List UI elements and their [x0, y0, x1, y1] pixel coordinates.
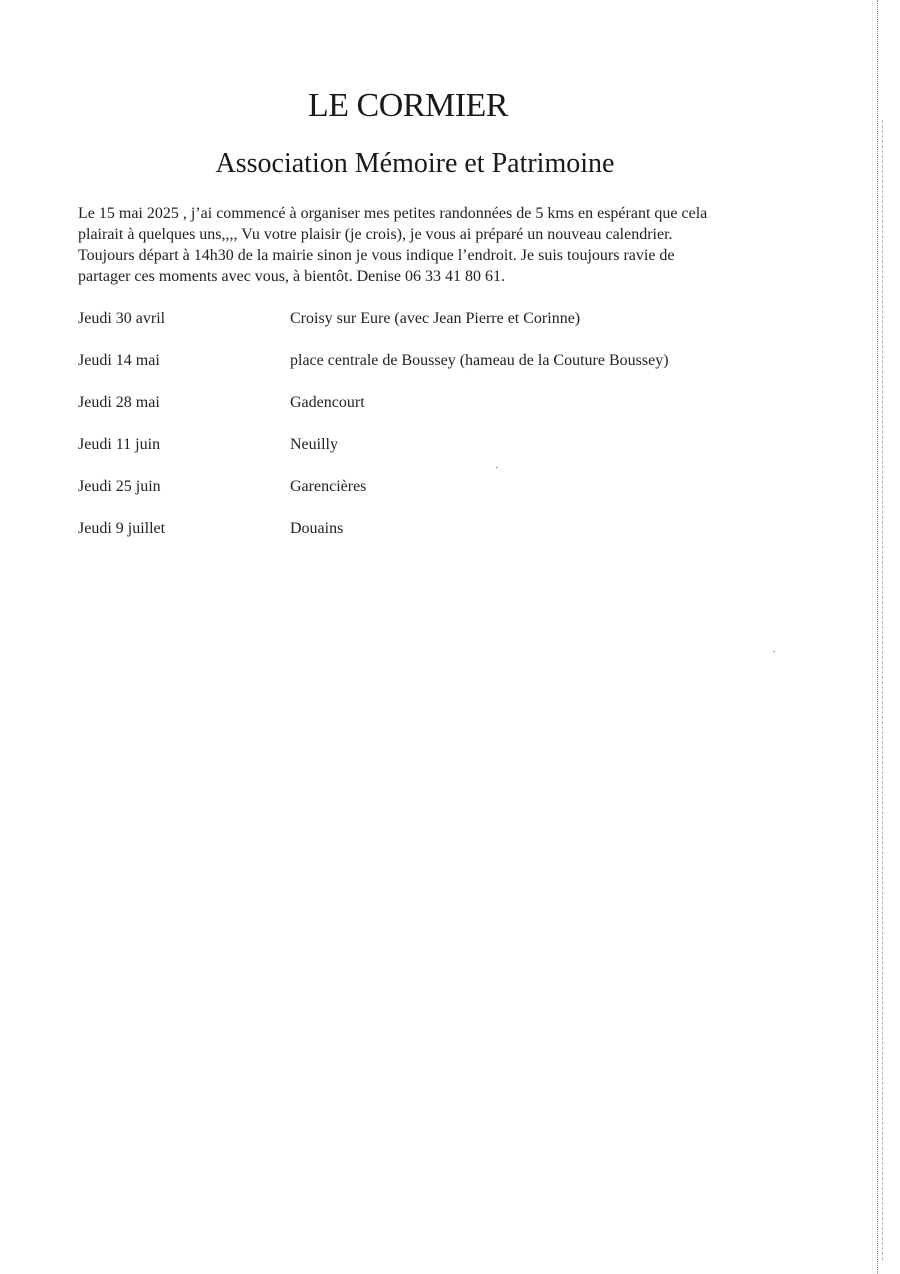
schedule-row	[78, 307, 778, 349]
schedule-place: Garencières	[290, 478, 367, 495]
schedule-place: Croisy sur Eure (avec Jean Pierre et Corinne)	[290, 310, 581, 327]
schedule-place: Gadencourt	[290, 394, 365, 411]
schedule-place: Douains	[290, 520, 344, 537]
schedule-date: Jeudi 9 juillet	[78, 520, 166, 537]
schedule-place: place centrale de Boussey (hameau de la Couture Boussey)	[290, 352, 669, 369]
page-edge-line-secondary	[882, 120, 883, 1260]
schedule-row	[78, 433, 778, 475]
intro-line: Toujours départ à 14h30 de la mairie sinon je vous indique l’endroit. Je suis toujours ravie de	[78, 247, 675, 264]
walk-schedule-list	[78, 307, 778, 559]
intro-line: plairait à quelques uns,,,, Vu votre plaisir (je crois), je vous ai préparé un nouveau calendrier.	[78, 226, 673, 243]
schedule-row	[78, 475, 778, 517]
schedule-row	[78, 391, 778, 433]
schedule-place: Neuilly	[290, 436, 338, 453]
schedule-date: Jeudi 30 avril	[78, 310, 166, 327]
page-edge-line	[877, 0, 878, 1274]
schedule-date: Jeudi 25 juin	[78, 478, 161, 495]
scan-speck	[773, 651, 775, 652]
schedule-date: Jeudi 14 mai	[78, 352, 160, 369]
page-title: LE CORMIER	[308, 87, 508, 124]
schedule-row	[78, 349, 778, 391]
intro-line: partager ces moments avec vous, à bientôt. Denise 06 33 41 80 61.	[78, 268, 505, 285]
intro-paragraph	[78, 203, 798, 287]
schedule-date: Jeudi 28 mai	[78, 394, 160, 411]
schedule-row	[78, 517, 778, 559]
schedule-date: Jeudi 11 juin	[78, 436, 161, 453]
page-subtitle: Association Mémoire et Patrimoine	[215, 148, 615, 179]
intro-line: Le 15 mai 2025 , j’ai commencé à organiser mes petites randonnées de 5 kms en espérant que cela	[78, 205, 708, 222]
